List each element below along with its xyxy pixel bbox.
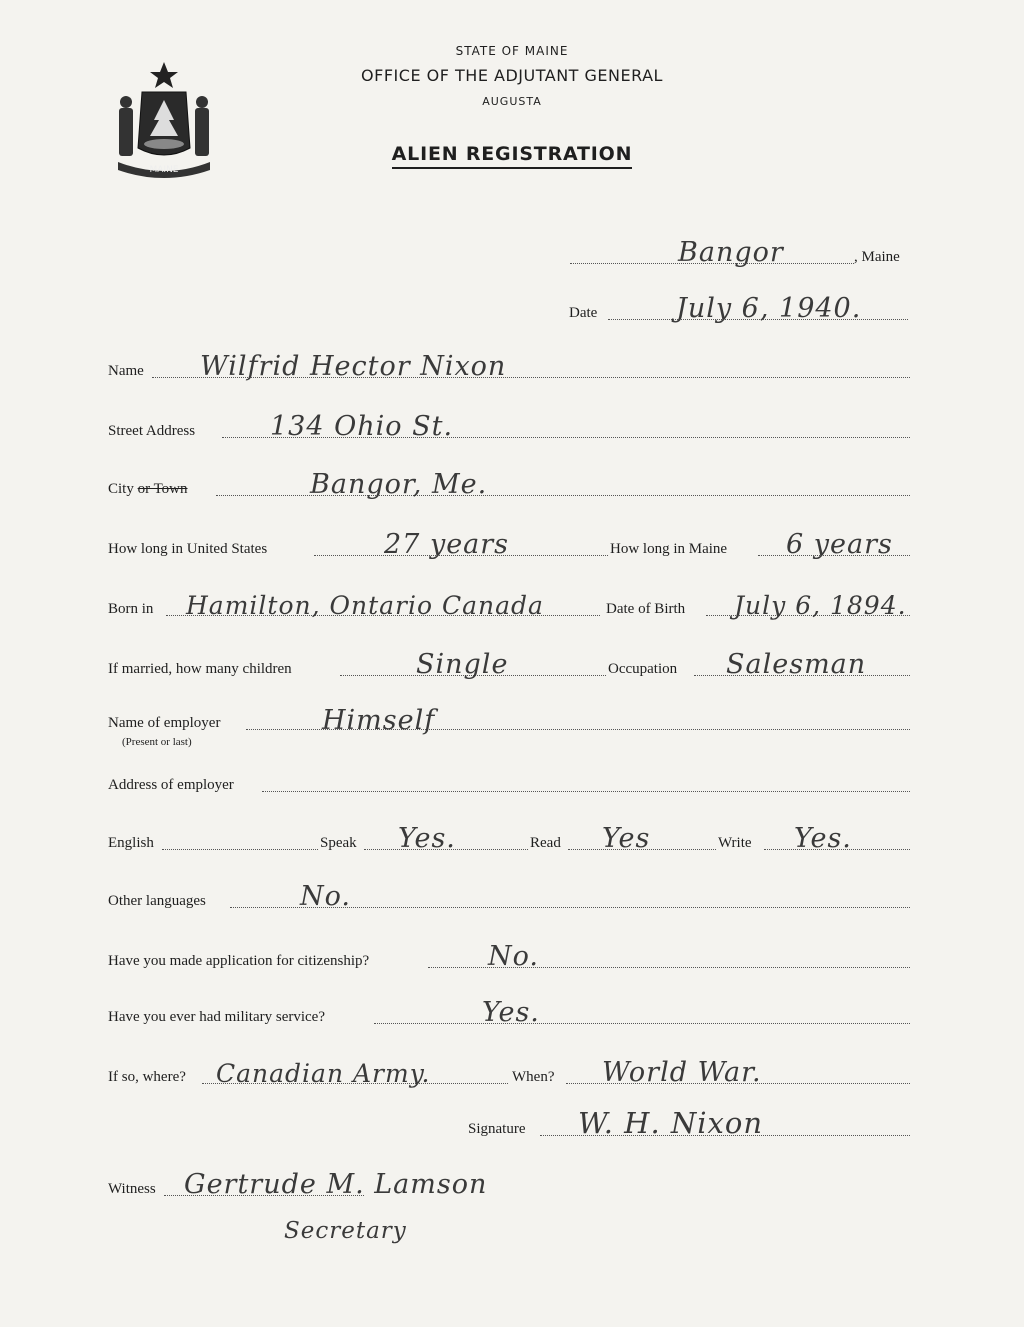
date-value: July 6, 1940. [676, 293, 862, 324]
witness-label: Witness [108, 1181, 156, 1197]
citizenship-value: No. [488, 941, 539, 972]
citizenship-row [108, 941, 910, 974]
other-languages-label: Other languages [108, 893, 206, 909]
dob-label: Date of Birth [606, 601, 686, 617]
occupation-value: Salesman [726, 649, 867, 680]
residence-row [108, 529, 910, 562]
write-value: Yes. [794, 823, 852, 854]
employer-address-row [108, 768, 910, 798]
street-label: Street Address [108, 423, 196, 439]
military-label: Have you ever had military service? [108, 1009, 325, 1025]
us-time-value: 27 years [384, 529, 510, 560]
occupation-label: Occupation [608, 661, 678, 677]
english-label: English [108, 835, 154, 851]
born-value: Hamilton, Ontario Canada [186, 591, 544, 620]
employer-row [108, 705, 910, 748]
name-row [108, 351, 910, 384]
us-time-label: How long in United States [108, 541, 268, 557]
military-row [108, 997, 910, 1030]
place-row [108, 237, 910, 270]
place-value: Bangor [678, 237, 784, 268]
when-label: When? [512, 1069, 555, 1085]
children-value: Single [416, 649, 509, 680]
office-heading: OFFICE OF THE ADJUTANT GENERAL [361, 66, 663, 85]
birth-row [108, 592, 910, 622]
employer-address-label: Address of employer [108, 777, 234, 793]
military-value: Yes. [482, 997, 540, 1028]
witness-title-row [108, 1216, 910, 1246]
city-row [108, 469, 910, 502]
city-label [108, 481, 188, 498]
other-languages-row [108, 881, 910, 914]
born-label: Born in [108, 601, 154, 617]
signature-row [108, 1106, 910, 1142]
write-label: Write [718, 835, 752, 851]
city-value: Bangor, Me. [310, 469, 488, 500]
read-label: Read [530, 835, 561, 851]
service-row [108, 1057, 910, 1090]
when-value: World War. [602, 1057, 762, 1088]
children-label: If married, how many children [108, 661, 292, 677]
where-label: If so, where? [108, 1069, 186, 1085]
english-row [108, 823, 910, 856]
signature-value: W. H. Nixon [578, 1106, 764, 1140]
witness-row [108, 1169, 910, 1202]
date-row [108, 293, 910, 326]
employer-value: Himself [322, 705, 436, 736]
place-suffix: , Maine [854, 249, 900, 265]
citizenship-label: Have you made application for citizenship? [108, 953, 370, 969]
employer-label: Name of employer [108, 715, 221, 731]
family-row [108, 649, 910, 682]
town-label-struck: or Town [137, 481, 188, 497]
employer-sublabel: (Present or last) [122, 736, 192, 748]
date-label: Date [569, 305, 598, 321]
seal-banner-text: MAINE [149, 165, 179, 175]
maine-time-label: How long in Maine [610, 541, 728, 557]
name-label: Name [108, 363, 144, 379]
where-value: Canadian Army. [216, 1059, 431, 1088]
street-row [108, 411, 910, 444]
state-heading: STATE OF MAINE [455, 44, 569, 58]
speak-label: Speak [320, 835, 357, 851]
city-label-text: City [108, 481, 134, 497]
speak-value: Yes. [398, 823, 456, 854]
witness-value: Gertrude M. Lamson [184, 1169, 488, 1200]
maine-seal-icon [110, 58, 218, 180]
read-value: Yes [602, 823, 651, 854]
other-languages-value: No. [300, 881, 351, 912]
maine-time-value: 6 years [786, 529, 893, 560]
witness-title: Secretary [284, 1218, 407, 1244]
dob-value: July 6, 1894. [734, 591, 907, 620]
signature-label: Signature [468, 1121, 526, 1137]
name-value: Wilfrid Hector Nixon [200, 351, 507, 382]
street-value: 134 Ohio St. [270, 411, 454, 442]
form-title-text: ALIEN REGISTRATION [392, 143, 633, 169]
city-heading: AUGUSTA [482, 95, 542, 108]
